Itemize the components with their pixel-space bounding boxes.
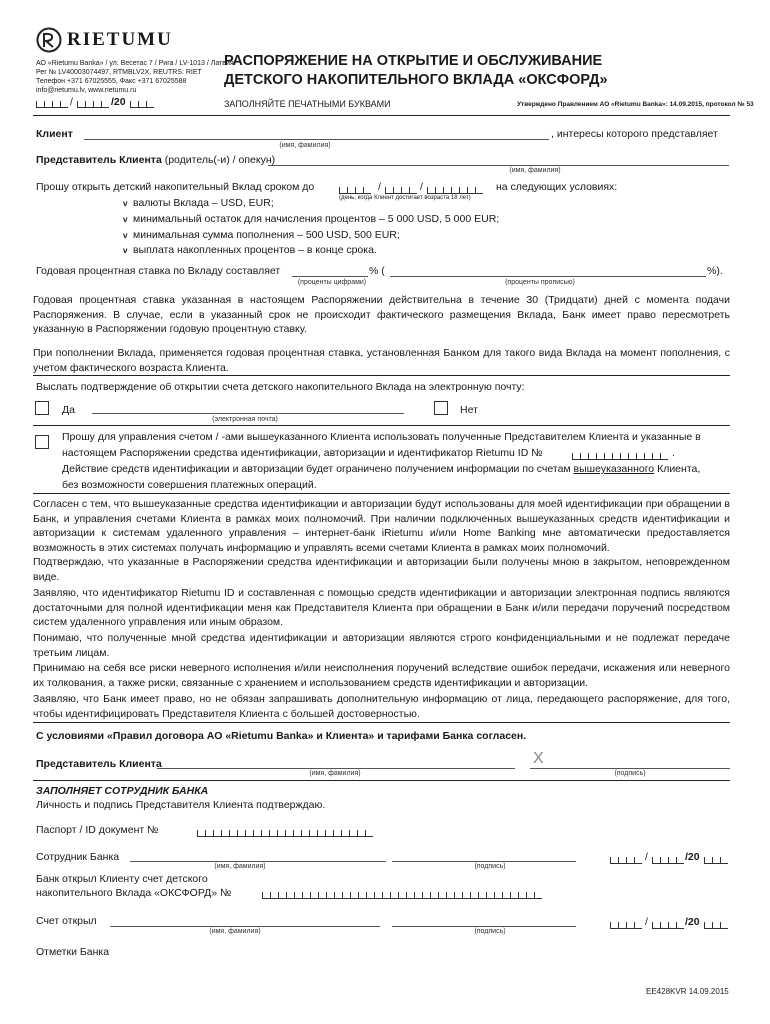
form-code: EE428KVR 14.09.2015 <box>646 987 729 996</box>
employee-date-year-prefix: /20 <box>685 851 700 863</box>
signature-name-caption: (имя, фамилия) <box>309 770 361 777</box>
representative-name-field[interactable] <box>268 165 729 166</box>
employee-name-caption: (имя, фамилия) <box>214 863 266 870</box>
bank-address <box>36 59 236 95</box>
opener-date-month[interactable] <box>652 922 684 929</box>
rate-label: Годовая процентная ставка по Вкладу составляет <box>36 265 281 277</box>
divider <box>33 722 730 723</box>
passport-label: Паспорт / ID документ № <box>36 824 159 836</box>
agreement-paragraph: Понимаю, что полученные мной средства идентификации и авторизации являются строго конфиденциальными и не подлежат передаче третьим лицам. <box>33 632 730 659</box>
condition-item: v минимальный остаток для начисления процентов – 5 000 USD, 5 000 EUR; <box>123 213 500 225</box>
rietumu-logo <box>36 27 62 58</box>
check-icon: v <box>123 199 128 208</box>
date-month-field[interactable] <box>77 101 109 108</box>
check-icon: v <box>123 215 128 224</box>
email-field[interactable] <box>92 413 404 414</box>
identification-line: настоящем Распоряжении средства идентификации, авторизации и идентификатор Rietumu ID № <box>62 447 543 459</box>
opener-signature-caption: (подпись) <box>474 928 506 935</box>
opener-name-field[interactable] <box>110 926 380 927</box>
email-yes-label: Да <box>62 404 75 416</box>
employee-date-day[interactable] <box>610 857 642 864</box>
employee-signature-field[interactable] <box>392 861 576 862</box>
agreement-paragraph: Принимаю на себя все риски неверного исполнения и/или неисполнения поручений вследствие ошибок передачи, искажения или неверного их толкования, а также риски, связанные с хранением и использованием средств идентификации и авторизации. <box>33 662 730 689</box>
employee-name-field[interactable] <box>130 861 386 862</box>
rietumu-id-field[interactable] <box>572 453 668 460</box>
signature-label: Представитель Клиента <box>36 758 162 770</box>
opener-signature-field[interactable] <box>392 926 576 927</box>
term-day-field[interactable] <box>339 187 371 194</box>
condition-item: v минимальная сумма пополнения – 500 USD, 500 EUR; <box>123 229 400 241</box>
bank-section-heading: ЗАПОЛНЯЕТ СОТРУДНИК БАНКА <box>36 785 209 797</box>
opener-name-caption: (имя, фамилия) <box>209 928 261 935</box>
rate-digits-caption: (проценты цифрами) <box>297 279 367 286</box>
identification-line: Действие средств идентификации и авторизации будет ограничено получением информации по счетам вышеуказанного Клиента, <box>62 463 701 475</box>
term-month-field[interactable] <box>385 187 417 194</box>
address-line: info@rietumu.lv, www.rietumu.ru <box>36 87 137 94</box>
employee-label: Сотрудник Банка <box>36 851 120 863</box>
bank-confirm-text: Личность и подпись Представителя Клиента подтверждаю. <box>36 799 326 811</box>
employee-signature-caption: (подпись) <box>474 863 506 870</box>
signature-name-field[interactable] <box>157 768 515 769</box>
agreement-paragraph: Заявляю, что Банк имеет право, но не обязан запрашивать дополнительную информацию от лица, передающего распоряжение, для того, чтобы идентифицировать Представителя Клиента с большей достоверностью. <box>33 693 730 720</box>
rate-words-field[interactable] <box>390 276 706 277</box>
term-date-caption: (день, когда Клиент достигает возраста 18 лет) <box>339 195 471 201</box>
identification-line: Прошу для управления счетом / -ами вышеуказанного Клиента использовать полученные Представителем Клиента и указанные в <box>62 431 701 443</box>
condition-item: v выплата накопленных процентов – в конце срока. <box>123 244 377 256</box>
email-no-label: Нет <box>460 404 478 416</box>
identification-checkbox[interactable] <box>35 435 49 449</box>
address-line: Телефон +371 67025555, Факс +371 67025588 <box>36 78 187 85</box>
form-title-line: РАСПОРЯЖЕНИЕ НА ОТКРЫТИЕ И ОБСЛУЖИВАНИЕ <box>224 53 603 69</box>
term-year-field[interactable] <box>427 187 483 194</box>
rietumu-logo-icon <box>36 27 62 53</box>
client-name-caption: (имя, фамилия) <box>279 142 331 149</box>
signature-caption: (подпись) <box>614 770 646 777</box>
condition-item: v валюты Вклада – USD, EUR; <box>123 197 274 209</box>
fill-note: ЗАПОЛНЯЙТЕ ПЕЧАТНЫМИ БУКВАМИ <box>224 99 391 109</box>
form-title-line: ДЕТСКОГО НАКОПИТЕЛЬНОГО ВКЛАДА «ОКСФОРД» <box>224 72 608 88</box>
address-line: АО «Rietumu Banka» / ул. Весетас 7 / Рига / LV-1013 / Латвия <box>36 60 234 67</box>
account-opened-label: Счет открыл <box>36 915 97 927</box>
client-label: Клиент <box>36 128 73 140</box>
account-number-field[interactable] <box>262 892 542 899</box>
signature-mark: X <box>533 750 544 767</box>
email-yes-checkbox[interactable] <box>35 401 49 415</box>
application-form-page: RIETUMU АО «Rietumu Banka» / ул. Весетас 7 / Рига / LV-1013 / Латвия Рег № LV40003074497, RTMBLV2X, REUTRS: RIET Телефон +371 67025555, Факс +371 67025588 info@rietumu.lv, www.rietumu.ru РАСПОРЯЖЕНИЕ НА ОТКРЫТИЕ И ОБСЛУЖИВАНИЕ ДЕТСКОГО НАКОПИТЕЛЬНОГО ВКЛАДА «ОКСФОРД» / /20 ЗАПОЛНЯЙТЕ ПЕЧАТНЫМИ БУКВАМИ Утверждено Правлением АО «Rietumu Banka»: 14.09.2015, протокол № 53 Клиент , интересы которого представляет (имя, фамилия) Представитель Клиента (родитель(-и) / опекун) (имя, фамилия) Прошу открыть детский накопительный Вклад сроком до / / (день, когда Клиент достигает возраста 18 лет) на следующих условиях: v валюты Вклада – USD, EUR; v минимальный остаток для начисления процентов – 5 000 USD, 5 000 EUR; v минимальная сумма пополнения – 500 USD, 500 EUR; v выплата накопленных процентов – в конце срока. Годовая процентная ставка по Вкладу составляет % ( %). (проценты цифрами) (проценты прописью) Годовая процентная ставка указанная в настоящем Распоряжении действительна в течение 30 (Тридцати) дней с момента подачи Распоряжения. В случае, если в указанный срок не происходит фактического размещения Вклада, Банк имеет право пересмотреть указанную в Распоряжении годовую процентную ставку. При пополнении Вклада, применяется годовая процентная ставка, установленная Банком для такого вида Вклада на момент пополнения, с учетом фактического возраста Клиента. Выслать подтверждение об открытии счета детского накопительного Вклада на электронную почту: Да (электронная почта) Нет Прошу для управления счетом / -ами вышеуказанного Клиента использовать полученные Представителем Клиента и указанные в настоящем Распоряжении средства идентификации, авторизации и идентификатор Rietumu ID № . Действие средств идентификации и авторизации будет ограничено получением информации по счетам вышеуказанного Клиента, без возможности совершения платежных операций. Согласен с тем, что вышеуказанные средства идентификации и авторизации будут использованы для моей идентификации при обращении в Банк, и управления счетами Клиента в рамках моих полномочий. При наличии подключенных вышеуказанных средств идентификации и авторизации к системам удаленного управления – интернет-банк iRietumu и/или Home Banking мне автоматически предоставляется возможность в этих системах получать информацию и управлять всеми счетами Клиента в рамках моих полномочий. Подтверждаю, что указанные в Распоряжении средства идентификации и авторизации были получены мною в закрытом, неповрежденном виде. Заявляю, что идентификатор Rietumu ID и составленная с помощью средств идентификации и авторизации электронная подпись являются достаточными для полной идентификации меня как Представителя Клиента при обращении в Банк и/или передачи поручений посредством систем удаленного управления или иным образом. Понимаю, что полученные мной средства идентификации и авторизации являются строго конфиденциальными и не подлежат передаче третьим лицам. Принимаю на себя все риски неверного исполнения и/или неисполнения поручений вследствие ошибок передачи, искажения или неверного их толкования, а также риски, связанные с хранением и использованием средств идентификации и авторизации. Заявляю, что Банк имеет право, но не обязан запрашивать дополнительную информацию от лица, передающего распоряжение, для того, чтобы идентифицировать Представителя Клиента с большей достоверностью. С условиями «Правил договора АО «Rietumu Banka» и Клиента» и тарифами Банка согласен. Представитель Клиента (имя, фамилия) X (подпись) ЗАПОЛНЯЕТ СОТРУДНИК БАНКА Личность и подпись Представителя Клиента подтверждаю. Паспорт / ID документ № Сотрудник Банка (имя, фамилия) (подпись) / /20 Банк открыл Клиенту счет детского накопительного Вклада «ОКСФОРД» № Счет открыл (имя, фамилия) (подпись) / /20 Отметки Банка EE428KVR 14.09.2015 <box>33 29 754 996</box>
check-icon: v <box>123 231 128 240</box>
rate-validity-text: Годовая процентная ставка указанная в настоящем Распоряжении действительна в течение 30 (Тридцати) дней с момента подачи Распоряжения. В случае, если в указанный срок не происходит фактического размещения Вклада, Банк имеет право пересмотреть указанную в Распоряжении годовую процентную ставку. <box>33 294 730 335</box>
conditions-label: на следующих условиях: <box>496 181 618 193</box>
rate-percent-close: %). <box>707 265 723 277</box>
passport-field[interactable] <box>197 830 373 837</box>
identification-line: без возможности совершения платежных операций. <box>62 479 317 491</box>
agreement-paragraph: Согласен с тем, что вышеуказанные средства идентификации и авторизации будут использованы для моей идентификации при обращении в Банк, и управления счетами Клиента в рамках моих полномочий. При наличии подключенных вышеуказанных средств идентификации и авторизации к системам удаленного управления – интернет-банк iRietumu и/или Home Banking мне автоматически предоставляется возможность в этих системах получать информацию и управлять всеми счетами Клиента в рамках моих полномочий. <box>33 498 730 554</box>
signature-field[interactable] <box>530 768 730 769</box>
agreement-paragraph: Подтверждаю, что указанные в Распоряжении средства идентификации и авторизации были получены мною в закрытом, неповрежденном виде. <box>33 556 730 583</box>
employee-date-month[interactable] <box>652 857 684 864</box>
employee-date-year[interactable] <box>704 857 728 864</box>
divider <box>33 780 730 781</box>
client-suffix: , интересы которого представляет <box>551 128 718 140</box>
divider <box>33 493 730 494</box>
email-no-checkbox[interactable] <box>434 401 448 415</box>
address-line: Рег № LV40003074497, RTMBLV2X, REUTRS: RIET <box>36 69 202 76</box>
bank-notes-label: Отметки Банка <box>36 946 110 958</box>
representative-label: Представитель Клиента (родитель(-и) / опекун) <box>36 154 276 166</box>
check-icon: v <box>123 246 128 255</box>
email-question: Выслать подтверждение об открытии счета детского накопительного Вклада на электронную почту: <box>36 381 525 393</box>
representative-name-caption: (имя, фамилия) <box>509 167 561 174</box>
approved-note: Утверждено Правлением АО «Rietumu Banka»: 14.09.2015, протокол № 53 <box>517 101 754 108</box>
divider <box>33 425 730 426</box>
request-text: Прошу открыть детский накопительный Вклад сроком до <box>36 181 315 193</box>
form-title <box>224 52 608 90</box>
opener-date-year-prefix: /20 <box>685 916 700 928</box>
opener-date-day[interactable] <box>610 922 642 929</box>
opener-date-year[interactable] <box>704 922 728 929</box>
date-year-prefix: /20 <box>111 96 126 108</box>
rate-digits-field[interactable] <box>292 276 368 277</box>
terms-agreed: С условиями «Правил договора АО «Rietumu Banka» и Клиента» и тарифами Банка согласен. <box>36 730 527 742</box>
date-day-field[interactable] <box>36 101 68 108</box>
account-opened-text: Банк открыл Клиенту счет детского накопительного Вклада «ОКСФОРД» № <box>36 873 232 899</box>
topup-text: При пополнении Вклада, применяется годовая процентная ставка, установленная Банком для такого вида Вклада на момент пополнения, с учетом фактического возраста Клиента. <box>33 347 730 374</box>
email-caption: (электронная почта) <box>212 416 278 423</box>
logo-text: RIETUMU <box>67 29 173 50</box>
agreement-paragraph: Заявляю, что идентификатор Rietumu ID и составленная с помощью средств идентификации и авторизации электронная подпись являются достаточными для полной идентификации меня как Представителя Клиента при обращении в Банк и/или передачи поручений посредством систем удаленного управления или иным образом. <box>33 587 730 628</box>
date-year-field[interactable] <box>130 101 154 108</box>
rate-percent-open: % ( <box>369 265 385 277</box>
rate-words-caption: (проценты прописью) <box>505 279 575 286</box>
divider <box>33 115 730 116</box>
client-name-field[interactable] <box>84 139 549 140</box>
divider <box>33 375 730 376</box>
